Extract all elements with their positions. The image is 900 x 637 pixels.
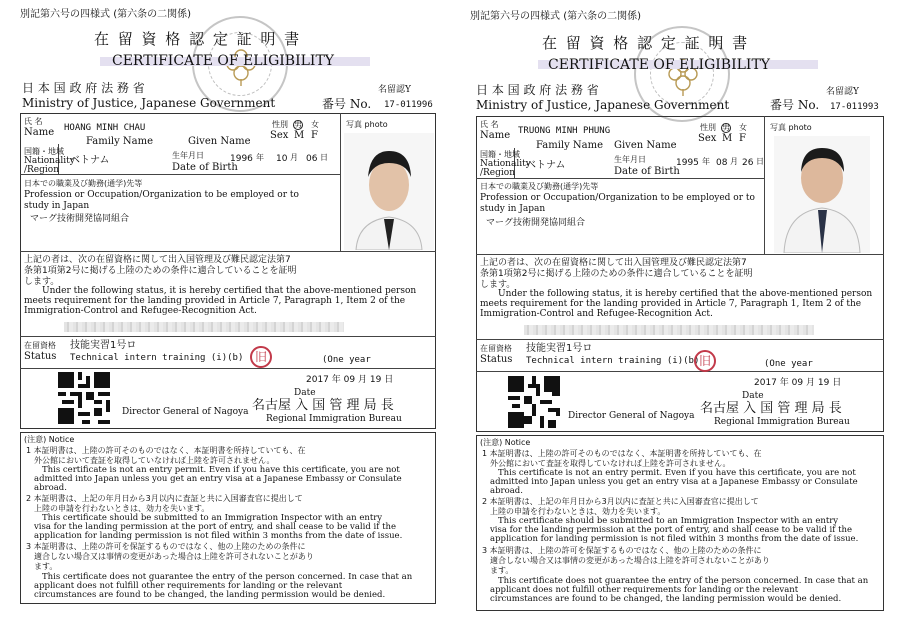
certify-en-3: Immigration-Control and Refugee-Recognition Act. (24, 306, 257, 316)
ministry-en: Ministry of Justice, Japanese Government (22, 96, 276, 110)
profession-label-en2: study in Japan (480, 204, 546, 214)
photo-label: 写真 photo (346, 120, 388, 129)
office-code: 名留認Y (826, 87, 859, 97)
notice-2-en-1: This certificate should be submitted to an Immigration Inspector with an entry (498, 516, 839, 526)
status-label-en: Status (24, 351, 57, 362)
nationality-label-en2: /Region (24, 165, 59, 175)
certify-en-2: meets requirement for the landing provided in Article 7, Paragraph 1, Item 2 of the (480, 299, 862, 309)
sex-m-jp: 男 (722, 123, 730, 132)
bureau-en: Regional Immigration Bureau (714, 417, 850, 427)
notice-2-jp-1: 2 本証明書は、上記の年月日から3月以内に査証と共に入国審査官に提出して (482, 497, 759, 506)
notice-1-en-1: This certificate is not an entry permit. Even if you have this certificate, you are not (498, 468, 856, 478)
notice-2-jp-2: 上陸の申請を行わないときは、効力を失います。 (34, 504, 210, 513)
name-label-jp: 氏 名 (480, 120, 499, 129)
notice-2-en-3: application for landing permission is not filed within 3 months from the date of issue. (490, 534, 859, 544)
certificate-right (454, 0, 896, 637)
status-label-jp: 在留資格 (24, 341, 56, 350)
dob-month-unit: 月 (730, 157, 738, 166)
family-name-label: Family Name (536, 140, 604, 151)
director-label: Director General of Nagoya (568, 411, 695, 421)
organization-value: マーグ技術開発協同組合 (486, 218, 586, 228)
applicant-photo (344, 133, 434, 250)
notice-1-en-1: This certificate is not an entry permit. Even if you have this certificate, you are not (42, 465, 400, 475)
dob-label-en: Date of Birth (614, 166, 680, 177)
dob-day: 06 (306, 154, 318, 164)
bureau-en: Regional Immigration Bureau (266, 414, 402, 424)
profession-label-jp: 日本での職業及び勤務(通学)先等 (480, 182, 599, 191)
certify-jp-3: します。 (24, 277, 60, 287)
certify-en-1: Under the following status, it is hereby certified that the above-mentioned person (498, 289, 873, 299)
sex-f-en: F (311, 130, 318, 141)
bureau-jp: 名古屋 入 国 管 理 局 長 (700, 401, 842, 416)
dob-year-unit: 年 (702, 157, 710, 166)
nationality-label-jp: 国籍・地域 (24, 147, 64, 156)
nationality-label-en1: Nationality (480, 159, 531, 169)
applicant-photo (774, 136, 870, 253)
certify-en-1: Under the following status, it is hereby certified that the above-mentioned person (42, 286, 417, 296)
title-jp: 在 留 資 格 認 定 証 明 書 (94, 30, 302, 48)
notice-2-en-2: visa for the landing permission at the port of entry, and shall cease to be valid if the (34, 522, 396, 532)
number-label: 番号 No. (322, 97, 372, 111)
status-stamp: 旧 (250, 346, 272, 368)
bureau-jp: 名古屋 入 国 管 理 局 長 (252, 398, 394, 413)
name-label-en: Name (24, 127, 55, 138)
notice-3-en-3: circumstances are found to be changed, the landing permission would be denied. (34, 590, 386, 600)
photo-label: 写真 photo (770, 123, 812, 132)
dob-year-unit: 年 (256, 153, 264, 162)
dob-year: 1996 (230, 154, 253, 164)
dob-month: 10 (276, 154, 288, 164)
sex-label-en: Sex (698, 133, 717, 144)
notice-3-en-2: applicant does not fulfill other requirements for landing or the relevant (490, 585, 799, 595)
number-label: 番号 No. (770, 98, 820, 112)
notice-1-jp-2: 外公館において査証を取得していなければ上陸を許可されません。 (34, 456, 275, 465)
sex-m-en: M (294, 130, 305, 141)
notice-2-en-3: application for landing permission is not filed within 3 months from the date of issue. (34, 531, 403, 541)
dob-label-jp: 生年月日 (614, 155, 646, 164)
form-label: 別記第六号の四様式 (第六条の二関係) (20, 9, 191, 20)
sex-f-jp: 女 (311, 120, 319, 129)
sex-f-jp: 女 (739, 123, 747, 132)
certify-en-3: Immigration-Control and Refugee-Recognition Act. (480, 309, 713, 319)
sex-m-en: M (722, 133, 733, 144)
sex-selected-circle (721, 123, 731, 133)
ministry-jp: 日 本 国 政 府 法 務 省 (22, 81, 145, 95)
qr-code (58, 372, 110, 424)
certify-en-2: meets requirement for the landing provided in Article 7, Paragraph 1, Item 2 of the (24, 296, 406, 306)
date-label: Date (294, 388, 316, 398)
nationality-label-en2: /Region (480, 168, 515, 178)
notice-3-jp-3: ます。 (490, 566, 514, 575)
qr-code (508, 376, 560, 428)
given-name-label: Given Name (614, 140, 677, 151)
notice-2-en-1: This certificate should be submitted to an Immigration Inspector with an entry (42, 513, 383, 523)
notice-1-jp-1: 1 本証明書は、上陸の許可そのものではなく、本証明書を所持していても、在 (482, 449, 762, 458)
dob-month-unit: 月 (290, 153, 298, 162)
nationality-label-en1: Nationality (24, 156, 75, 166)
applicant-name: HOANG MINH CHAU (64, 123, 146, 133)
notice-1-en-3: abroad. (34, 483, 67, 493)
notice-1-en-2: admitted into Japan unless you get an entry visa at a Japanese Embassy or Consulate (34, 474, 402, 484)
title-en: CERTIFICATE OF ELIGIBILITY (112, 53, 335, 69)
redaction-smear (64, 322, 344, 332)
notice-3-jp-3: ます。 (34, 562, 58, 571)
name-label-jp: 氏 名 (24, 117, 43, 126)
dob-day: 26 (742, 158, 754, 168)
certificate-number: 17-011993 (830, 102, 879, 112)
issue-date: 2017 年 09 月 19 日 (754, 378, 842, 388)
director-label: Director General of Nagoya (122, 407, 249, 417)
certificate-number: 17-011996 (384, 100, 433, 110)
profession-label-en1: Profession or Occupation/Organization to be employed or to (24, 190, 299, 200)
profession-label-en2: study in Japan (24, 201, 90, 211)
certificate-left (4, 0, 446, 637)
ministry-jp: 日 本 国 政 府 法 務 省 (476, 83, 599, 97)
given-name-label: Given Name (188, 136, 251, 147)
sex-selected-circle (293, 120, 303, 130)
nationality-label-jp: 国籍・地域 (480, 150, 520, 159)
certify-jp-1: 上記の者は、次の在留資格に関して出入国管理及び難民認定法第7 (480, 258, 747, 268)
certify-jp-1: 上記の者は、次の在留資格に関して出入国管理及び難民認定法第7 (24, 255, 291, 265)
nationality-value: ベトナム (526, 160, 566, 171)
family-name-label: Family Name (86, 136, 154, 147)
applicant-name: TRUONG MINH PHUNG (518, 126, 611, 136)
form-label: 別記第六号の四様式 (第六条の二関係) (470, 11, 641, 22)
date-label: Date (742, 391, 764, 401)
certify-jp-3: します。 (480, 280, 516, 290)
notice-3-jp-2: 適合しない場合又は事情の変更があった場合は上陸を許可されないことがあり (490, 556, 770, 565)
notice-3-en-2: applicant does not fulfill other requirements for landing or the relevant (34, 581, 343, 591)
notice-title: (注意) Notice (480, 438, 531, 447)
issue-date: 2017 年 09 月 19 日 (306, 375, 394, 385)
period-value: (One year (322, 355, 371, 365)
notice-3-en-1: This certificate does not guarantee the entry of the person concerned. In case that an (498, 576, 869, 586)
status-value-jp: 技能実習1号ロ (526, 343, 593, 354)
certify-jp-2: 条第1項第2号に掲げる上陸のための条件に適合していることを証明 (24, 266, 297, 276)
notice-3-en-1: This certificate does not guarantee the entry of the person concerned. In case that an (42, 572, 413, 582)
dob-label-jp: 生年月日 (172, 151, 204, 160)
status-label-jp: 在留資格 (480, 344, 512, 353)
notice-1-en-2: admitted into Japan unless you get an entry visa at a Japanese Embassy or Consulate (490, 477, 858, 487)
dob-day-unit: 日 (320, 153, 328, 162)
sex-f-en: F (739, 133, 746, 144)
notice-1-jp-1: 1 本証明書は、上陸の許可そのものではなく、本証明書を所持していても、在 (26, 446, 306, 455)
redaction-smear (524, 325, 814, 335)
sex-label-jp: 性別 (700, 123, 716, 132)
notice-1-jp-2: 外公館において査証を取得していなければ上陸を許可されません。 (490, 459, 731, 468)
notice-1-en-3: abroad. (490, 486, 523, 496)
title-en: CERTIFICATE OF ELIGIBILITY (548, 57, 771, 73)
notice-title: (注意) Notice (24, 435, 75, 444)
notice-2-jp-2: 上陸の申請を行わないときは、効力を失います。 (490, 507, 666, 516)
dob-year: 1995 (676, 158, 699, 168)
ministry-en: Ministry of Justice, Japanese Government (476, 98, 730, 112)
status-label-en: Status (480, 354, 513, 365)
notice-3-en-3: circumstances are found to be changed, the landing permission would be denied. (490, 594, 842, 604)
sex-label-jp: 性別 (272, 120, 288, 129)
profession-label-en1: Profession or Occupation/Organization to be employed or to (480, 193, 755, 203)
notice-2-jp-1: 2 本証明書は、上記の年月日から3月以内に査証と共に入国審査官に提出して (26, 494, 303, 503)
status-value-en: Technical intern training (i)(b) (70, 353, 244, 363)
sex-m-jp: 男 (294, 120, 302, 129)
dob-month: 08 (716, 158, 728, 168)
organization-value: マーグ技術開発協同組合 (30, 214, 130, 224)
name-label-en: Name (480, 130, 511, 141)
status-value-jp: 技能実習1号ロ (70, 340, 137, 351)
notice-3-jp-1: 3 本証明書は、上陸の許可を保証するものではなく、他の上陸のための条件に (26, 542, 306, 551)
sex-label-en: Sex (270, 130, 289, 141)
notice-3-jp-1: 3 本証明書は、上陸の許可を保証するものではなく、他の上陸のための条件に (482, 546, 762, 555)
notice-2-en-2: visa for the landing permission at the port of entry, and shall cease to be valid if the (490, 525, 852, 535)
certify-jp-2: 条第1項第2号に掲げる上陸のための条件に適合していることを証明 (480, 269, 753, 279)
nationality-value: ベトナム (70, 155, 110, 166)
title-jp: 在 留 資 格 認 定 証 明 書 (542, 34, 750, 52)
profession-label-jp: 日本での職業及び勤務(通学)先等 (24, 179, 143, 188)
office-code: 名留認Y (378, 85, 411, 95)
status-value-en: Technical intern training (i)(b) (526, 356, 700, 366)
period-value: (One year (764, 359, 813, 369)
dob-label-en: Date of Birth (172, 162, 238, 173)
dob-day-unit: 日 (756, 157, 764, 166)
status-stamp: 旧 (694, 350, 716, 372)
notice-3-jp-2: 適合しない場合又は事情の変更があった場合は上陸を許可されないことがあり (34, 552, 314, 561)
